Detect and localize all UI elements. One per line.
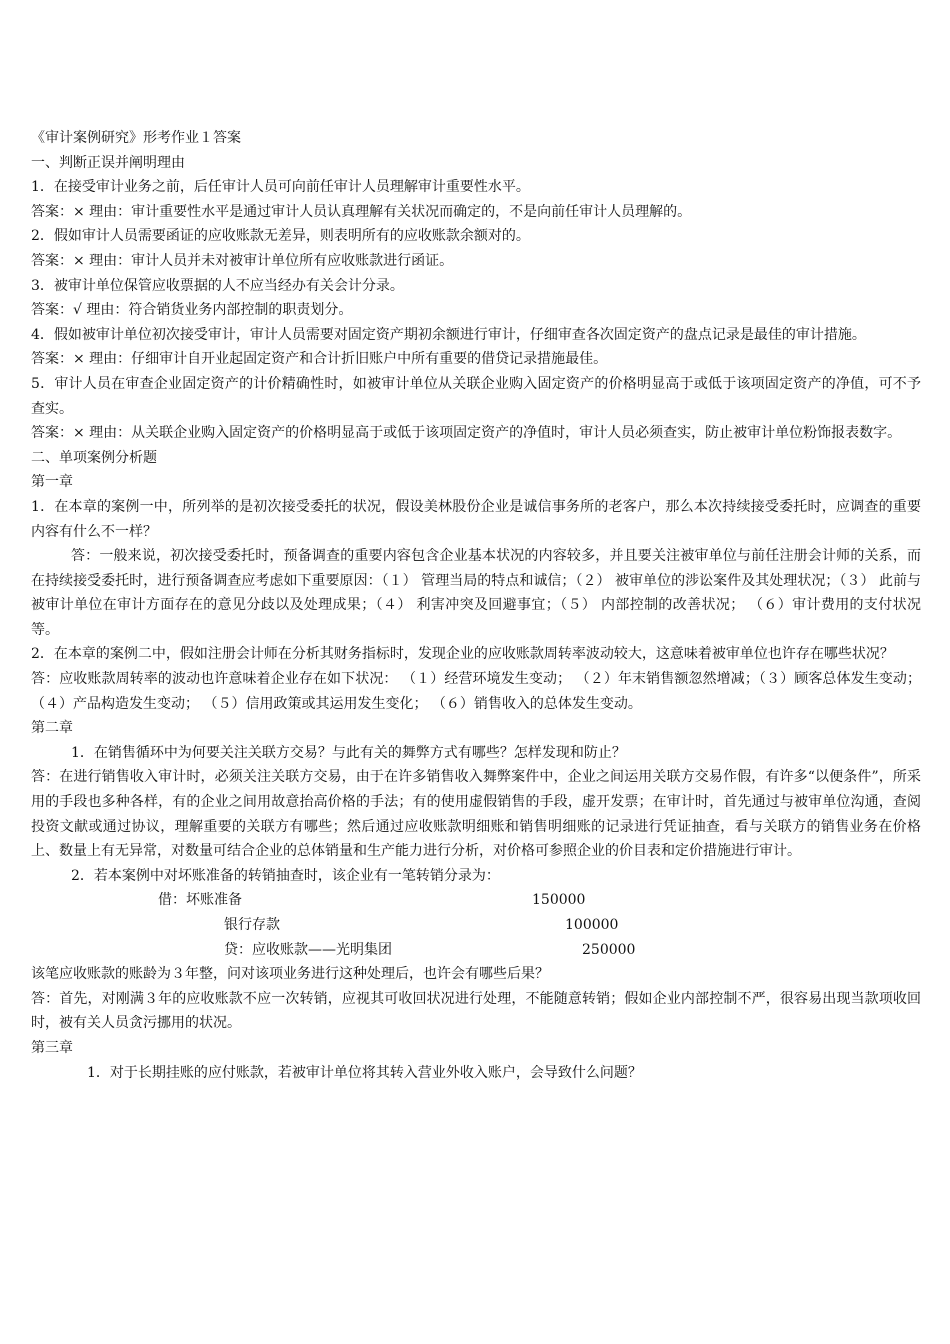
answer-1: 答案：× 理由：审计重要性水平是通过审计人员认真理解有关状况而确定的，不是向前任审计人员理解的。 xyxy=(31,203,692,220)
journal-entry-credit xyxy=(31,938,921,963)
question-2: 2．假如审计人员需要函证的应收账款无差异，则表明所有的应收账款余额对的。 xyxy=(31,228,530,245)
document-page xyxy=(31,126,921,1085)
answer-5: 答案：× 理由：从关联企业购入固定资产的价格明显高于或低于该项固定资产的净值时，审计人员必须查实，防止被审计单位粉饰报表数字。 xyxy=(31,425,902,442)
chapter2-question-2-followup: 该笔应收账款的账龄为３年整，问对该项业务进行这种处理后，也许会有哪些后果？ xyxy=(31,966,549,983)
section-heading-2: 二、单项案例分析题 xyxy=(31,449,157,466)
chapter1-answer-2: 答：应收账款周转率的波动也许意味着企业存在如下状况： （１）经营环境发生变动； （２）年末销售额忽然增减；（３）顾客总体发生变动；（４）产品构造发生变动； （５）信用政策或其运用发生变化； （６）销售收入的总体发生变动。 xyxy=(31,671,921,712)
chapter2-question-1: 1．在销售循环中为何要关注关联方交易？与此有关的舞弊方式有哪些？怎样发现和防止？ xyxy=(71,744,626,761)
chapter2-answer-1: 答：在进行销售收入审计时，必须关注关联方交易，由于在许多销售收入舞弊案件中，企业之间运用关联方交易作假，有许多“以便条件”，所采用的手段也多种各样，有的企业之间用故意抬高价格的手法；有的使用虚假销售的手段，虚开发票；在审计时，首先通过与被审单位沟通，查阅投资文献或通过协议，理解重要的关联方有哪些；然后通过应收账款明细账和销售明细账的记录进行凭证抽查，看与关联方的销售业务在价格上、数量上有无异常，对数量可结合企业的总体销量和生产能力进行分析，对价格可参照企业的价目表和定价措施进行审计。 xyxy=(31,769,921,860)
section-heading-1: 一、判断正误并阐明理由 xyxy=(31,154,185,171)
chapter-heading-1: 第一章 xyxy=(31,474,73,491)
chapter2-answer-2: 答：首先，对刚满３年的应收账款不应一次转销，应视其可收回状况进行处理，不能随意转销；假如企业内部控制不严，很容易出现当款项收回时，被有关人员贪污挪用的状况。 xyxy=(31,990,921,1032)
journal-debit-amount: 150000 xyxy=(532,892,586,909)
journal-debit-label: 借：坏账准备 xyxy=(158,892,242,909)
journal-debit2-amount: 100000 xyxy=(565,917,619,933)
chapter1-question-2: 2．在本章的案例二中，假如注册会计师在分析其财务指标时，发现企业的应收账款周转率波动较大，这意味着被审单位也许存在哪些状况？ xyxy=(31,646,894,663)
chapter-heading-2: 第二章 xyxy=(31,720,73,737)
document-title: 《审计案例研究》形考作业１答案 xyxy=(31,130,241,146)
journal-debit2-label: 银行存款 xyxy=(224,917,280,933)
question-3: 3．被审计单位保管应收票据的人不应当经办有关会计分录。 xyxy=(31,277,404,294)
journal-credit-label: 贷：应收账款——光明集团 xyxy=(224,941,392,958)
chapter-heading-3: 第三章 xyxy=(31,1039,73,1056)
journal-entry-debit-2 xyxy=(31,913,921,938)
question-5: 5．审计人员在审查企业固定资产的计价精确性时，如被审计单位从关联企业购入固定资产的价格明显高于或低于该项固定资产的净值，可不予查实。 xyxy=(31,375,921,417)
question-1: 1．在接受审计业务之前，后任审计人员可向前任审计人员理解审计重要性水平。 xyxy=(31,179,530,196)
journal-entry-debit-1 xyxy=(31,888,921,913)
question-4: 4．假如被审计单位初次接受审计，审计人员需要对固定资产期初余额进行审计，仔细审查各次固定资产的盘点记录是最佳的审计措施。 xyxy=(31,326,866,343)
journal-credit-amount: 250000 xyxy=(582,941,636,958)
chapter1-answer-1: 答：一般来说，初次接受委托时，预备调查的重要内容包含企业基本状况的内容较多，并且要关注被审单位与前任注册会计师的关系，而在持续接受委托时，进行预备调查应考虑如下重要原因：（１） 管理当局的特点和诚信；（２） 被审单位的涉讼案件及其处理状况；（３） 此前与被审计单位在审计方面存在的意见分歧以及处理成果；（４） 利害冲突及回避事宜；（５） 内部控制的改善状况； （６）审计费用的支付状况等。 xyxy=(31,548,921,638)
answer-4: 答案：× 理由：仔细审计自开业起固定资产和合计折旧账户中所有重要的借贷记录措施最佳。 xyxy=(31,351,608,368)
answer-2: 答案：× 理由：审计人员并未对被审计单位所有应收账款进行函证。 xyxy=(31,252,454,269)
answer-3: 答案：√ 理由：符合销货业务内部控制的职责划分。 xyxy=(31,302,353,319)
chapter3-question-1: 1．对于长期挂账的应付账款，若被审计单位将其转入营业外收入账户，会导致什么问题？ xyxy=(87,1064,642,1081)
chapter2-question-2: 2．若本案例中对坏账准备的转销抽查时，该企业有一笔转销分录为： xyxy=(71,867,500,884)
chapter1-question-1: 1．在本章的案例一中，所列举的是初次接受委托的状况，假设美林股份企业是诚信事务所的老客户，那么本次持续接受委托时，应调查的重要内容有什么不一样？ xyxy=(31,498,921,540)
